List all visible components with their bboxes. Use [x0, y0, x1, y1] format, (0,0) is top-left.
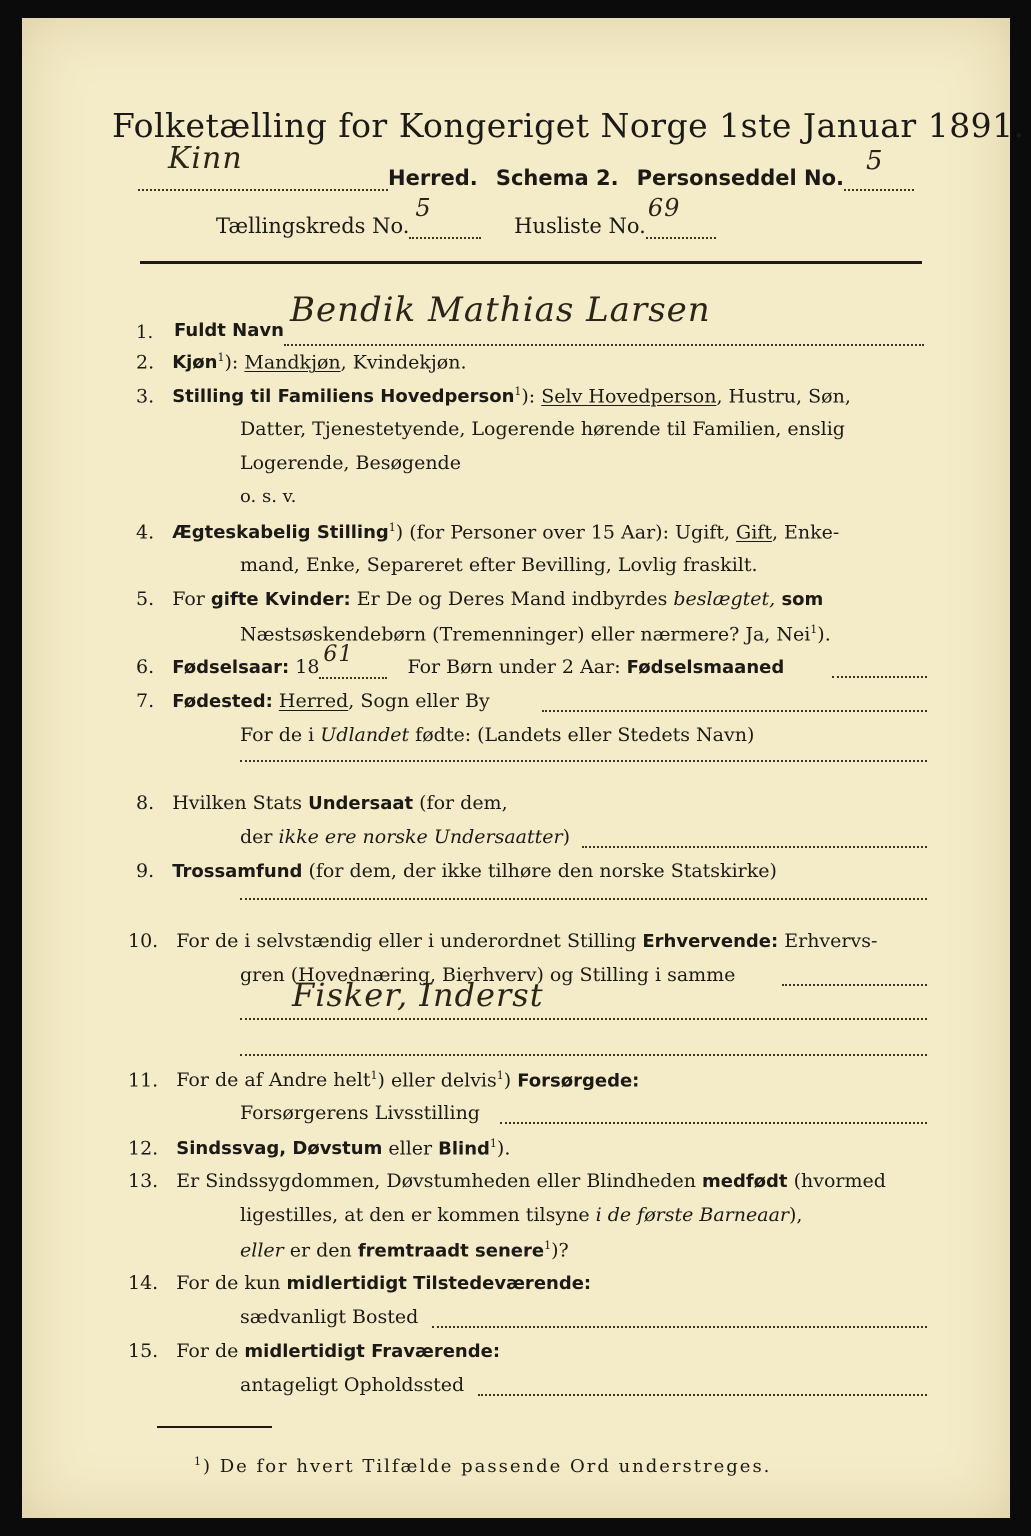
field-5-line — [136, 590, 823, 609]
field-10-number: 10. — [128, 930, 159, 952]
footnote — [194, 1456, 771, 1476]
field-2-option-kvindekjon: , Kvindekjøn. — [340, 351, 467, 374]
field-4-line — [136, 522, 839, 542]
field-5-italic: beslægtet, — [673, 588, 776, 610]
field-13-bold: medfødt — [702, 1171, 788, 1192]
field-13-number: 13. — [128, 1170, 159, 1192]
field-7-line — [136, 692, 490, 711]
field-14-dotted-line — [432, 1326, 927, 1328]
field-5-mid: Er De og Deres Mand indbyrdes — [350, 588, 674, 610]
field-15-line — [128, 1342, 500, 1361]
field-8-bold: Undersaat — [308, 793, 414, 814]
field-8-post: (for dem, — [413, 792, 508, 814]
field-13-line — [128, 1172, 886, 1191]
field-5-footnote-mark: 1 — [810, 623, 818, 636]
field-7-line-2 — [240, 726, 754, 745]
field-9-rest: (for dem, der ikke tilhøre den norske Statskirke) — [302, 860, 777, 882]
field-8-number: 8. — [136, 792, 155, 814]
personseddel-field — [844, 146, 914, 191]
field-12-end: ). — [496, 1137, 511, 1160]
field-4-text: ) (for Personer over 15 Aar): Ugift, — [395, 521, 737, 544]
field-12-mid: eller — [382, 1137, 439, 1160]
field-15-pre: For de — [176, 1340, 245, 1362]
field-2-line — [136, 352, 467, 372]
field-7-line-2-post: fødte: (Landets eller Stedets Navn) — [409, 724, 755, 746]
field-5-line-2-text: Næstsøskendebørn (Tremenninger) eller nærmere? Ja, Nei — [240, 623, 811, 646]
field-8-pre: Hvilken Stats — [172, 792, 309, 814]
header-herred-line — [138, 141, 914, 191]
field-13-pre: Er Sindssygdommen, Døvstumheden eller Blindheden — [176, 1170, 702, 1192]
field-11-footnote-mark-2: 1 — [496, 1069, 504, 1082]
field-3-line — [136, 386, 851, 406]
field-11-line — [128, 1070, 639, 1090]
field-3-number: 3. — [136, 385, 155, 408]
field-1-name-value: Bendik Mathias Larsen — [290, 290, 711, 330]
field-7-line-2-pre: For de i — [240, 724, 321, 746]
field-1-label: Fuldt Navn — [174, 320, 284, 341]
field-13-footnote-mark: 1 — [544, 1239, 552, 1252]
field-10-post: Erhvervs- — [778, 930, 878, 952]
field-7-label: Fødested: — [172, 691, 273, 712]
field-8-line-2 — [240, 828, 570, 847]
field-10-line — [128, 932, 877, 951]
field-12-line — [128, 1138, 510, 1158]
field-10-dotted-line — [782, 984, 927, 986]
field-13-line-3-bold: fremtraadt senere — [357, 1240, 545, 1262]
field-15-dotted-line — [478, 1394, 927, 1396]
personseddel-value: 5 — [866, 146, 884, 176]
field-6-label-2: Fødselsmaaned — [626, 657, 785, 678]
field-5-line-2-end: ). — [817, 623, 831, 646]
field-7-number: 7. — [136, 690, 155, 712]
footnote-rule — [157, 1426, 272, 1428]
field-3-separator: ): — [521, 385, 536, 408]
field-11-bold: Forsørgede: — [517, 1070, 640, 1092]
field-8-line — [136, 794, 508, 813]
field-5-post: som — [775, 589, 824, 610]
field-11-footnote-mark-1: 1 — [370, 1069, 378, 1082]
field-13-line-3-mid: er den — [283, 1239, 358, 1262]
field-10-line-2: gren (Hovednæring, Bierhverv) og Stilling i samme — [240, 964, 736, 986]
field-14-bold: midlertidigt Tilstedeværende: — [286, 1273, 592, 1294]
field-10-dotted-line-3 — [240, 1054, 927, 1056]
field-3-footnote-mark: 1 — [514, 385, 522, 398]
field-10-occupation-value: Fisker, Inderst — [292, 976, 544, 1014]
field-14-line-2: sædvanligt Bosted — [240, 1306, 419, 1328]
field-9-bold: Trossamfund — [172, 861, 303, 882]
field-7-line-2-italic: Udlandet — [320, 724, 410, 746]
field-4-line-2: mand, Enke, Separeret efter Bevilling, Lovlig fraskilt. — [240, 554, 758, 576]
field-3-selected-option: Selv Hovedperson — [541, 385, 717, 408]
husliste-field — [646, 194, 716, 239]
field-8-dotted-line — [582, 846, 927, 848]
field-10-pre: For de i selvstændig eller i underordnet Stilling — [176, 930, 643, 952]
footnote-text: ) De for hvert Tilfælde passende Ord understreges. — [203, 1456, 772, 1477]
field-2-footnote-mark: 1 — [217, 351, 225, 364]
field-8-line-2-italic: ikke ere norske Undersaatter — [278, 826, 563, 848]
census-form-page — [22, 18, 1025, 1518]
field-15-bold: midlertidigt Fraværende: — [244, 1341, 501, 1362]
husliste-value: 69 — [647, 194, 681, 222]
field-1-dotted-line — [284, 344, 924, 346]
field-11-pre: For de af Andre helt — [176, 1069, 371, 1092]
field-13-line-3-end: )? — [551, 1239, 569, 1262]
field-7-dotted-line-2 — [240, 760, 927, 762]
field-2-number: 2. — [136, 351, 155, 374]
field-6-year-prefix: 18 — [295, 656, 320, 678]
field-11-line-2: Forsørgerens Livsstilling — [240, 1102, 480, 1124]
field-15-line-2: antageligt Opholdssted — [240, 1374, 465, 1396]
field-4-number: 4. — [136, 521, 155, 544]
field-6-dotted-line — [832, 676, 927, 678]
field-6-line — [136, 642, 785, 679]
field-12-bold-2: Blind — [438, 1138, 490, 1160]
field-13-line-2-italic: i de første Barneaar — [595, 1204, 789, 1226]
field-4-footnote-mark: 1 — [388, 521, 396, 534]
field-6-year-value: 61 — [323, 642, 354, 667]
field-14-number: 14. — [128, 1272, 159, 1294]
field-5-number: 5. — [136, 588, 155, 610]
field-3-line-4: o. s. v. — [240, 486, 297, 507]
field-7-dotted-line — [542, 710, 927, 712]
field-6-year-field — [319, 642, 387, 679]
field-1-number: 1. — [136, 322, 154, 343]
husliste-label: Husliste No. — [514, 214, 646, 238]
field-8-line-2-post: ) — [562, 826, 570, 848]
taellingskreds-value: 5 — [415, 194, 432, 222]
field-13-line-3 — [240, 1240, 569, 1260]
field-2-separator: ): — [224, 351, 239, 374]
field-7-options-rest: , Sogn eller By — [348, 690, 490, 712]
field-15-number: 15. — [128, 1340, 159, 1362]
field-5-pre: For — [172, 588, 211, 610]
field-4-selected-option: Gift — [736, 521, 772, 544]
field-5-bold: gifte Kvinder: — [210, 589, 351, 610]
field-14-line — [128, 1274, 591, 1293]
field-13-line-2-post: ), — [789, 1204, 803, 1226]
field-9-line — [136, 862, 777, 881]
personseddel-label: Personseddel No. — [636, 166, 845, 190]
field-11-number: 11. — [128, 1069, 159, 1092]
field-3-label: Stilling til Familiens Hovedperson — [172, 386, 515, 408]
field-13-post: (hvormed — [787, 1170, 886, 1192]
field-3-options-rest: , Hustru, Søn, — [716, 385, 851, 408]
schema-label: Schema 2. — [495, 166, 619, 190]
field-4-label: Ægteskabelig Stilling — [172, 522, 389, 544]
field-3-line-3: Logerende, Besøgende — [240, 452, 461, 474]
field-11-mid: ) eller delvis — [377, 1069, 497, 1092]
field-7-selected-option: Herred — [278, 690, 349, 712]
field-12-bold: Sindssvag, Døvstum — [176, 1138, 383, 1160]
field-6-mid: For Børn under 2 Aar: — [407, 656, 621, 678]
field-8-line-2-pre: der — [240, 826, 279, 848]
field-9-dotted-line — [240, 898, 927, 900]
field-11-dotted-line — [500, 1122, 927, 1124]
herred-field — [138, 141, 388, 191]
field-13-line-2-pre: ligestilles, at den er kommen tilsyne — [240, 1204, 596, 1226]
field-11-mid-2: ) — [503, 1069, 518, 1092]
header-rule — [140, 261, 922, 264]
field-9-number: 9. — [136, 860, 155, 882]
field-12-footnote-mark: 1 — [489, 1137, 497, 1150]
footnote-mark: 1 — [194, 1455, 203, 1468]
field-10-dotted-line-2 — [240, 1018, 927, 1020]
field-14-pre: For de kun — [176, 1272, 287, 1294]
field-10-bold: Erhvervende: — [642, 931, 779, 952]
field-6-number: 6. — [136, 656, 155, 678]
field-3-line-2: Datter, Tjenestetyende, Logerende hørende til Familien, enslig — [240, 418, 845, 440]
taellingskreds-label: Tællingskreds No. — [216, 214, 410, 238]
form-title: Folketælling for Kongeriget Norge 1ste Januar 1891. — [112, 106, 1025, 145]
field-13-line-2 — [240, 1206, 802, 1225]
field-2-label: Kjøn — [172, 352, 218, 374]
header-kreds-line — [216, 194, 716, 239]
field-12-number: 12. — [128, 1137, 159, 1160]
herred-value: Kinn — [168, 141, 243, 176]
field-13-line-3-italic: eller — [240, 1239, 284, 1262]
taellingskreds-field — [409, 194, 481, 239]
field-4-text-end: , Enke- — [771, 521, 840, 544]
field-6-label: Fødselsaar: — [172, 657, 290, 678]
herred-label: Herred. — [388, 166, 478, 190]
field-2-option-mandkjon-underlined: Mandkjøn — [244, 351, 341, 374]
